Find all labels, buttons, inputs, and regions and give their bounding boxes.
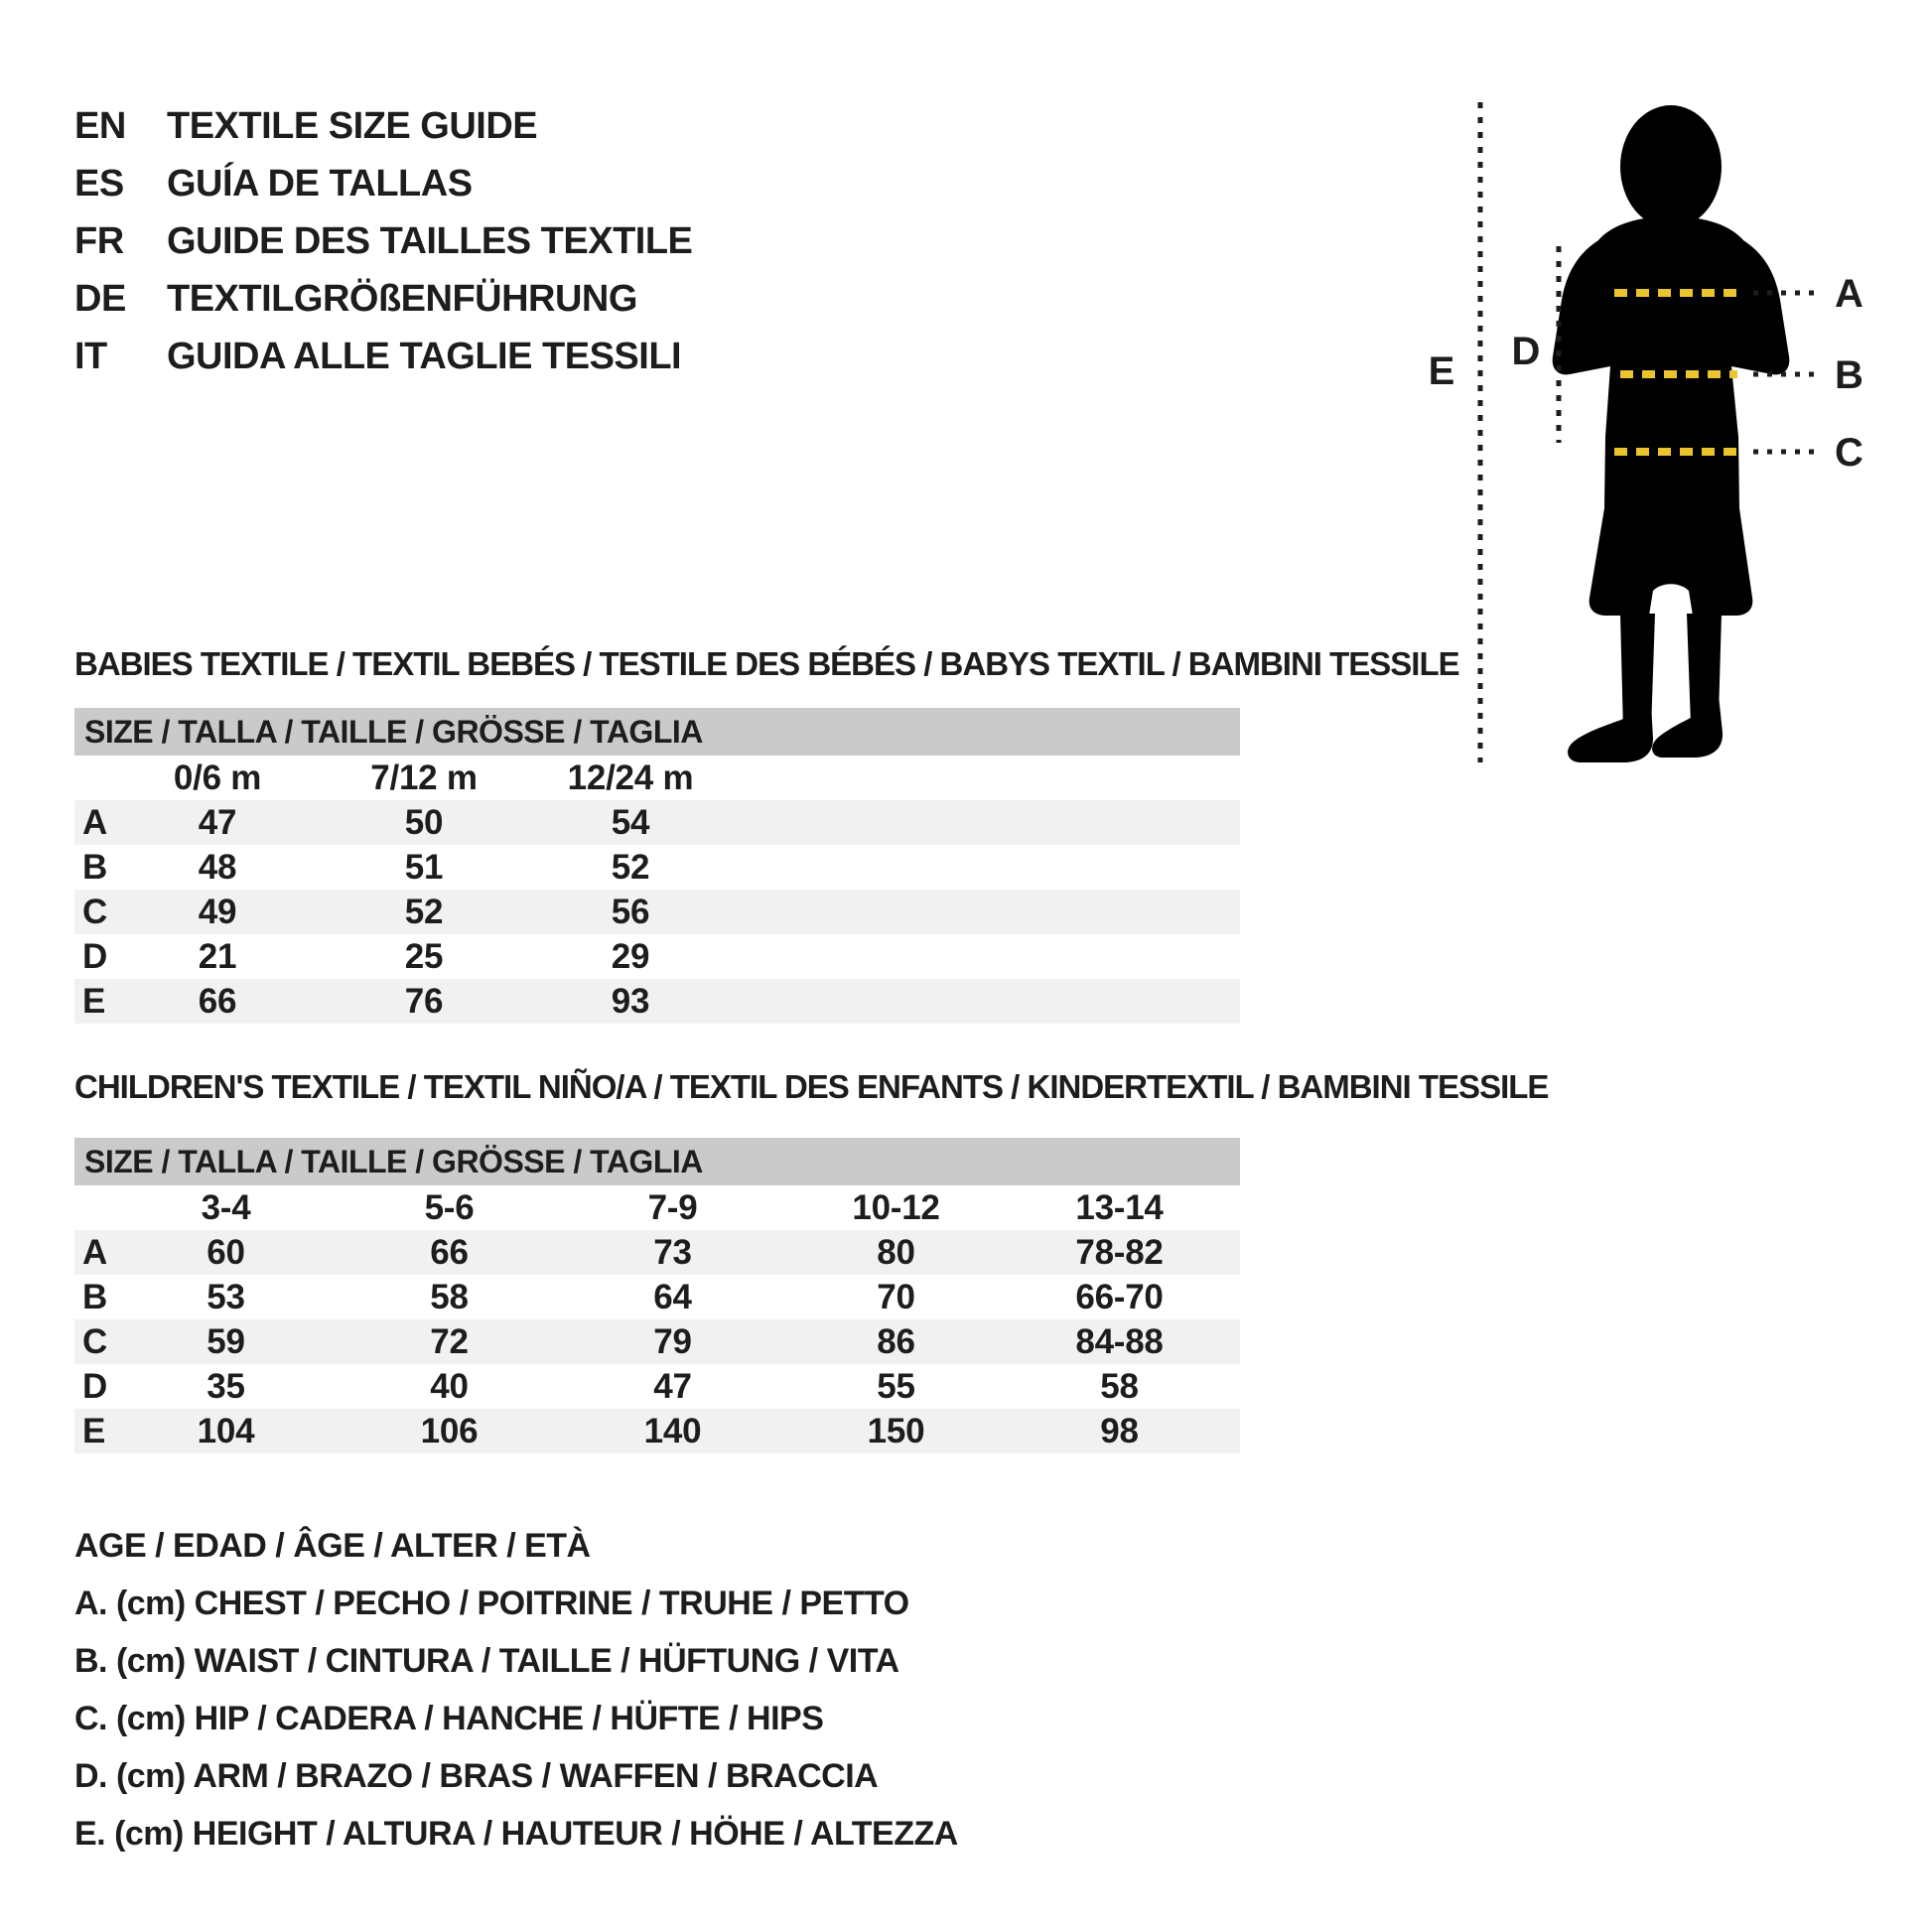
language-code: EN [74, 104, 126, 147]
language-code: IT [74, 335, 107, 377]
cell-value: 64 [653, 1277, 692, 1316]
cell-value: 98 [1100, 1411, 1139, 1450]
column-header: 13-14 [1075, 1187, 1164, 1227]
cell-value: 93 [611, 981, 650, 1021]
cell-value: 66 [198, 981, 237, 1021]
babies-section-title: BABIES TEXTILE / TEXTIL BEBÉS / TESTILE DES BÉBÉS / BABYS TEXTIL / BAMBINI TESSILE [74, 645, 1459, 682]
row-label: E [82, 981, 106, 1021]
row-label: C [82, 892, 108, 931]
figure-label-B: B [1835, 353, 1863, 397]
table-row [74, 979, 1240, 1024]
table-row [74, 845, 1240, 890]
table-row [74, 1364, 1240, 1409]
language-title: TEXTILGRÖßENFÜHRUNG [167, 277, 637, 320]
row-label: B [82, 847, 108, 887]
column-header: 3-4 [201, 1187, 251, 1227]
language-title: GUÍA DE TALLAS [167, 162, 473, 205]
legend-line: B. (cm) WAIST / CINTURA / TAILLE / HÜFTUNG / VITA [74, 1641, 899, 1680]
cell-value: 54 [611, 802, 650, 842]
cell-value: 80 [877, 1232, 915, 1272]
cell-value: 49 [198, 892, 237, 931]
legend-line: AGE / EDAD / ÂGE / ALTER / ETÀ [74, 1526, 591, 1565]
cell-value: 52 [611, 847, 650, 887]
babies-column-headers [74, 756, 1240, 800]
row-label: B [82, 1277, 108, 1316]
language-code: FR [74, 219, 124, 262]
column-header: 12/24 m [567, 758, 694, 797]
language-row [74, 97, 692, 155]
cell-value: 47 [198, 802, 237, 842]
measurement-legend [74, 1517, 958, 1863]
cell-value: 78-82 [1075, 1232, 1164, 1272]
cell-value: 66-70 [1075, 1277, 1164, 1316]
language-title: GUIDE DES TAILLES TEXTILE [167, 219, 693, 262]
language-code: DE [74, 277, 126, 320]
table-row [74, 1409, 1240, 1453]
cell-value: 29 [611, 936, 650, 976]
figure-label-D: D [1511, 330, 1541, 373]
table-row [74, 800, 1240, 845]
cell-value: 104 [197, 1411, 255, 1450]
cell-value: 56 [611, 892, 650, 931]
cell-value: 58 [430, 1277, 469, 1316]
language-code: ES [74, 162, 124, 205]
row-label: A [82, 1232, 108, 1272]
cell-value: 50 [404, 802, 444, 842]
cell-value: 40 [430, 1366, 469, 1406]
child-silhouette [1553, 105, 1790, 762]
babies-size-header-bar: SIZE / TALLA / TAILLE / GRÖSSE / TAGLIA [74, 708, 1240, 756]
cell-value: 140 [643, 1411, 702, 1450]
cell-value: 60 [207, 1232, 245, 1272]
cell-value: 106 [420, 1411, 479, 1450]
cell-value: 47 [653, 1366, 692, 1406]
cell-value: 58 [1100, 1366, 1139, 1406]
figure-label-A: A [1835, 272, 1863, 316]
children-section-title: CHILDREN'S TEXTILE / TEXTIL NIÑO/A / TEXTIL DES ENFANTS / KINDERTEXTIL / BAMBINI TESSILE [74, 1068, 1549, 1105]
cell-value: 79 [653, 1321, 692, 1361]
table-row [74, 1230, 1240, 1275]
cell-value: 52 [404, 892, 444, 931]
cell-value: 150 [867, 1411, 925, 1450]
row-label: C [82, 1321, 108, 1361]
cell-value: 48 [198, 847, 237, 887]
table-row [74, 890, 1240, 934]
legend-line: A. (cm) CHEST / PECHO / POITRINE / TRUHE / PETTO [74, 1584, 909, 1622]
figure-label-C: C [1835, 431, 1863, 475]
legend-line: D. (cm) ARM / BRAZO / BRAS / WAFFEN / BRACCIA [74, 1756, 879, 1795]
column-header: 7-9 [647, 1187, 698, 1227]
column-header: 0/6 m [173, 758, 262, 797]
cell-value: 76 [404, 981, 444, 1021]
language-row [74, 270, 692, 328]
language-list [74, 97, 692, 385]
legend-line: C. (cm) HIP / CADERA / HANCHE / HÜFTE / HIPS [74, 1699, 824, 1737]
table-row [74, 1319, 1240, 1364]
children-size-header-bar: SIZE / TALLA / TAILLE / GRÖSSE / TAGLIA [74, 1138, 1240, 1185]
row-label: D [82, 936, 108, 976]
cell-value: 72 [430, 1321, 469, 1361]
figure-label-E: E [1428, 349, 1455, 393]
row-label: E [82, 1411, 106, 1450]
cell-value: 70 [877, 1277, 915, 1316]
table-row [74, 934, 1240, 979]
column-header: 7/12 m [370, 758, 478, 797]
cell-value: 51 [404, 847, 444, 887]
legend-line: E. (cm) HEIGHT / ALTURA / HAUTEUR / HÖHE / ALTEZZA [74, 1814, 958, 1853]
babies-size-table [74, 708, 1240, 1024]
cell-value: 53 [207, 1277, 245, 1316]
measurement-figure [1410, 60, 1932, 784]
cell-value: 35 [207, 1366, 245, 1406]
cell-value: 25 [404, 936, 444, 976]
row-label: A [82, 802, 108, 842]
column-header: 5-6 [424, 1187, 475, 1227]
language-row [74, 328, 692, 385]
cell-value: 84-88 [1075, 1321, 1164, 1361]
children-size-table [74, 1138, 1240, 1453]
row-label: D [82, 1366, 108, 1406]
cell-value: 55 [877, 1366, 915, 1406]
cell-value: 59 [207, 1321, 245, 1361]
children-column-headers [74, 1185, 1240, 1230]
language-title: GUIDA ALLE TAGLIE TESSILI [167, 335, 682, 377]
language-title: TEXTILE SIZE GUIDE [167, 104, 538, 147]
cell-value: 73 [653, 1232, 692, 1272]
cell-value: 86 [877, 1321, 915, 1361]
cell-value: 21 [198, 936, 237, 976]
language-row [74, 212, 692, 270]
language-row [74, 155, 692, 212]
table-row [74, 1275, 1240, 1319]
cell-value: 66 [430, 1232, 469, 1272]
column-header: 10-12 [852, 1187, 940, 1227]
